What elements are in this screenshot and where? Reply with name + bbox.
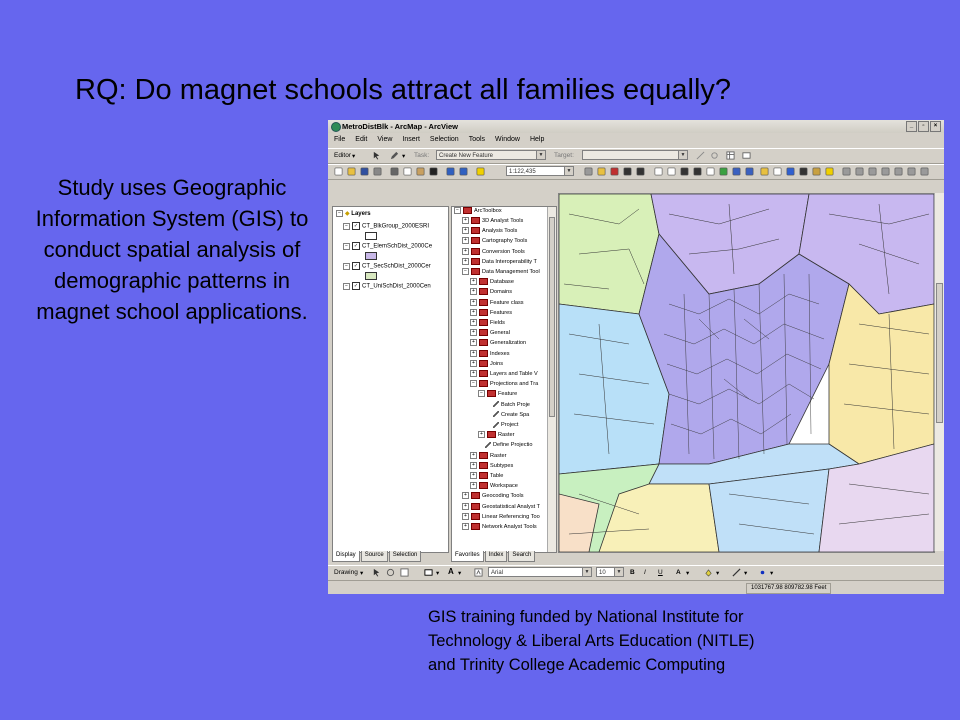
scroll-thumb[interactable] <box>936 283 943 423</box>
expand-icon[interactable]: + <box>462 258 469 265</box>
collapse-icon[interactable]: − <box>454 207 461 214</box>
expand-icon[interactable]: + <box>462 513 469 520</box>
target-label: Target: <box>554 152 574 159</box>
toolbox-item-label: Data Interoperability T <box>482 258 537 265</box>
toolbox-item-label: Projections and Tra <box>490 381 539 388</box>
print-icon[interactable] <box>373 167 382 176</box>
table-of-contents <box>332 206 449 553</box>
toc-layer[interactable] <box>343 282 431 290</box>
target-combo[interactable] <box>582 150 688 160</box>
toolbox-item-label: Joins <box>490 360 504 367</box>
toolbox-item-label: Geostatistical Analyst T <box>482 503 541 510</box>
toolbox-icon <box>479 288 488 295</box>
layer-name: CT_BlkGroup_2000ESRI <box>362 223 430 230</box>
expand-icon[interactable]: + <box>470 482 477 489</box>
hyperlink-icon[interactable] <box>825 167 834 176</box>
layer-checkbox[interactable]: ✓ <box>353 243 359 249</box>
toolbar-g-icon[interactable] <box>920 167 929 176</box>
toolbox-icon <box>479 482 488 489</box>
expand-icon[interactable]: + <box>470 319 477 326</box>
map-scale-value: 1:122,435 <box>509 169 536 175</box>
map-scale-combo[interactable] <box>506 166 574 176</box>
toolbox-item-label: Define Projectio <box>493 442 533 449</box>
layer-name: CT_UniSchDist_2000Cen <box>362 283 431 290</box>
expand-icon[interactable]: + <box>462 523 469 530</box>
toolbar-f-icon[interactable] <box>907 167 916 176</box>
toolbox-toolset-item[interactable] <box>470 472 503 481</box>
save-icon[interactable] <box>360 167 369 176</box>
font-value: Arial <box>491 570 504 576</box>
layers-icon: ◆ <box>345 211 350 218</box>
toolbox-item-label: Project <box>501 422 519 428</box>
toolbox-icon <box>471 492 480 499</box>
toolbox-toolset-item[interactable] <box>462 513 540 522</box>
toc-root-label: Layers <box>351 211 371 218</box>
delete-icon[interactable] <box>429 167 438 176</box>
chevron-down-icon[interactable]: ▾ <box>360 570 364 577</box>
measure-icon[interactable] <box>812 167 821 176</box>
expand-icon[interactable]: + <box>462 227 469 234</box>
font-color-icon[interactable]: A <box>676 569 681 576</box>
text-tool-icon[interactable]: A <box>448 567 454 576</box>
toolbox-icon <box>471 503 480 510</box>
attributes-icon[interactable] <box>726 151 735 160</box>
menu-tools[interactable]: Tools <box>468 136 486 143</box>
callout-icon[interactable] <box>474 568 483 577</box>
toolbox-item-label: Feature class <box>490 299 524 306</box>
close-icon[interactable]: × <box>930 121 941 132</box>
map-scrollbar[interactable] <box>934 193 944 551</box>
chevron-down-icon[interactable]: ▾ <box>744 570 748 577</box>
tab-source[interactable]: Source <box>361 551 388 562</box>
status-bar <box>328 580 944 594</box>
toolbar-c-icon[interactable] <box>868 167 877 176</box>
find-icon[interactable] <box>799 167 808 176</box>
arctoolbox-icon[interactable] <box>610 167 619 176</box>
editor-toolbar-icon[interactable] <box>584 167 593 176</box>
standard-toolbar <box>328 164 944 180</box>
status-coordinates: 1031767.98 809782.98 Feet <box>746 583 831 594</box>
toolbox-icon <box>479 462 488 469</box>
toolbar-a-icon[interactable] <box>842 167 851 176</box>
collapse-icon[interactable]: − <box>470 380 477 387</box>
marker-color-icon[interactable] <box>758 568 767 577</box>
expand-icon[interactable]: + <box>462 217 469 224</box>
restore-icon[interactable]: ▫ <box>918 121 929 132</box>
chevron-down-icon[interactable]: ▾ <box>458 570 462 577</box>
help-icon[interactable] <box>636 167 645 176</box>
sketch-properties-icon[interactable] <box>742 151 751 160</box>
layer-symbol-swatch[interactable] <box>365 272 377 280</box>
toolbox-toolset-item[interactable] <box>462 258 537 267</box>
map-display[interactable] <box>558 193 935 553</box>
expand-icon[interactable]: + <box>470 452 477 459</box>
toolbox-toolset-item[interactable] <box>470 309 512 318</box>
toolbox-tool-item[interactable] <box>486 401 530 410</box>
zoom-page-icon[interactable] <box>400 568 409 577</box>
toolbox-item-label: Analysis Tools <box>482 228 518 235</box>
toolbox-icon <box>471 217 480 224</box>
toolbox-item-label: Domains <box>490 289 513 296</box>
forward-extent-icon[interactable] <box>745 167 754 176</box>
italic-icon[interactable]: I <box>644 569 646 576</box>
toolbox-icon <box>487 390 496 397</box>
toolbox-toolset-item[interactable] <box>478 431 514 440</box>
toolbox-toolset-item[interactable] <box>470 329 510 338</box>
school-district-map <box>559 194 934 552</box>
undo-icon[interactable] <box>446 167 455 176</box>
toolbox-toolset-item[interactable] <box>470 319 505 328</box>
line-color-icon[interactable] <box>732 568 741 577</box>
toolbox-item-label: Layers and Table V <box>490 371 538 377</box>
tab-display[interactable]: Display <box>332 551 360 562</box>
toolbox-toolset-item[interactable] <box>462 523 537 532</box>
collapse-icon[interactable]: − <box>336 210 343 217</box>
menu-bar <box>328 134 944 147</box>
menu-selection[interactable]: Selection <box>429 136 459 143</box>
expand-icon[interactable]: + <box>470 462 477 469</box>
toolbox-toolset-item[interactable] <box>470 299 524 308</box>
toolbox-toolset-item[interactable] <box>462 227 517 236</box>
pan-icon[interactable] <box>706 167 715 176</box>
menu-file[interactable]: File <box>334 136 346 143</box>
toc-tabs <box>332 551 422 562</box>
layer-name: CT_ElemSchDist_2000Ce <box>362 243 433 250</box>
chevron-down-icon: ▼ <box>536 151 545 159</box>
expand-icon[interactable]: + <box>462 237 469 244</box>
chevron-down-icon[interactable]: ▾ <box>352 153 356 160</box>
expand-icon[interactable]: + <box>462 248 469 255</box>
toolbox-toolset-item[interactable] <box>470 370 538 379</box>
toolbox-icon <box>479 299 488 306</box>
expand-icon[interactable]: + <box>470 278 477 285</box>
collapse-icon[interactable]: − <box>343 243 350 250</box>
toolbox-toolset-item[interactable] <box>470 462 513 471</box>
layer-name: CT_SecSchDist_2000Cer <box>362 263 431 270</box>
toolbox-item-label: Features <box>490 309 513 316</box>
toolbox-toolset-item[interactable] <box>470 339 526 348</box>
toolbox-toolset-item[interactable] <box>462 217 523 226</box>
toolbox-tool-item[interactable] <box>486 421 518 430</box>
chevron-down-icon[interactable]: ▾ <box>402 153 406 160</box>
chevron-down-icon[interactable]: ▾ <box>436 570 440 577</box>
toolbox-toolset-item[interactable] <box>470 288 512 297</box>
zoom-in-icon[interactable] <box>654 167 663 176</box>
toolbox-icon <box>471 513 480 520</box>
toolbox-item-label: Table <box>490 473 504 479</box>
menu-edit[interactable]: Edit <box>355 136 368 143</box>
toolbox-item-label: Data Management Tool <box>482 269 540 275</box>
toolbox-icon <box>479 472 488 479</box>
expand-icon[interactable]: + <box>470 360 477 367</box>
layer-symbol-swatch[interactable] <box>365 252 377 260</box>
add-data-icon[interactable] <box>476 167 485 176</box>
expand-icon[interactable]: + <box>470 370 477 377</box>
toolbox-toolset-item[interactable] <box>470 350 510 359</box>
rotate-tool-icon[interactable] <box>710 151 719 160</box>
toolbox-icon <box>479 278 488 285</box>
collapse-icon[interactable]: − <box>478 390 485 397</box>
expand-icon[interactable]: + <box>470 288 477 295</box>
window-title: MetroDistBlk - ArcMap - ArcView <box>342 122 458 131</box>
drawing-menu[interactable]: Drawing <box>334 569 358 576</box>
expand-icon[interactable]: + <box>470 309 477 316</box>
toolbox-item-label: Linear Referencing Too <box>482 513 540 520</box>
toolbox-icon <box>479 380 488 387</box>
bold-icon[interactable]: B <box>630 569 635 576</box>
redo-icon[interactable] <box>459 167 468 176</box>
tab-search[interactable]: Search <box>508 551 535 562</box>
task-combo[interactable] <box>436 150 546 160</box>
chevron-down-icon[interactable]: ▾ <box>686 570 690 577</box>
toolbox-toolset-item[interactable] <box>470 380 538 389</box>
credit-line-1: GIS training funded by National Institute for <box>428 608 744 626</box>
toolbox-item-label: Network Analyst Tools <box>482 524 537 530</box>
toolbox-icon <box>471 248 480 255</box>
toc-root[interactable] <box>336 210 371 217</box>
toolbox-icon <box>479 452 488 459</box>
identify-icon[interactable] <box>786 167 795 176</box>
expand-icon[interactable]: + <box>462 503 469 510</box>
scroll-thumb[interactable] <box>549 217 555 417</box>
toolbox-icon <box>471 258 480 265</box>
toolbox-item-label: Fields <box>490 320 505 326</box>
arccatalog-icon[interactable] <box>597 167 606 176</box>
arcmap-globe-icon <box>331 122 341 132</box>
menu-view[interactable]: View <box>377 136 393 143</box>
toolbox-icon <box>479 360 488 367</box>
underline-icon[interactable]: U <box>658 569 663 576</box>
toolbox-item-label: Geocoding Tools <box>482 493 524 500</box>
toolbar-e-icon[interactable] <box>894 167 903 176</box>
toolbox-icon <box>479 350 488 357</box>
toolbox-toolset-item[interactable] <box>462 492 524 501</box>
edit-arrow-icon[interactable] <box>372 151 381 160</box>
toolbox-item-label: General <box>490 330 510 337</box>
minimize-icon[interactable]: _ <box>906 121 917 132</box>
toolbox-toolset-item[interactable] <box>470 278 514 287</box>
toolbox-toolset-item[interactable] <box>462 268 540 277</box>
study-description: Study uses Geographic Information System (GIS) to conduct spatial analysis of demographic patterns in magnet school applications. <box>35 175 309 324</box>
toolbox-tool-item[interactable] <box>478 441 533 450</box>
toolbox-item-label: Raster <box>498 432 515 439</box>
collapse-icon[interactable]: − <box>462 268 469 275</box>
toolbox-item-label: Indexes <box>490 350 510 357</box>
menu-insert[interactable]: Insert <box>402 136 420 143</box>
toolbox-item-label: Conversion Tools <box>482 248 525 255</box>
chevron-down-icon: ▼ <box>582 568 591 576</box>
credit-line-2: Technology & Liberal Arts Education (NITLE) <box>428 632 755 650</box>
editor-menu[interactable]: Editor <box>334 152 351 159</box>
fixed-zoom-in-icon[interactable] <box>680 167 689 176</box>
copy-icon[interactable] <box>403 167 412 176</box>
expand-icon[interactable]: + <box>470 472 477 479</box>
toc-layer[interactable] <box>343 242 432 250</box>
toolbox-toolset-item[interactable] <box>470 482 518 491</box>
chevron-down-icon: ▼ <box>678 151 687 159</box>
toolbox-item-label: Feature <box>498 391 518 398</box>
toolbox-toolset-item[interactable] <box>470 452 506 461</box>
window-titlebar[interactable] <box>328 120 944 133</box>
toolbox-item-label: Generalization <box>490 340 527 347</box>
menu-window[interactable]: Window <box>495 136 520 143</box>
editor-toolbar <box>328 148 944 164</box>
drawing-toolbar <box>328 565 944 580</box>
toolbox-item-label: 3D Analyst Tools <box>482 218 524 224</box>
cut-icon[interactable] <box>390 167 399 176</box>
open-folder-icon[interactable] <box>347 167 356 176</box>
tab-index[interactable]: Index <box>485 551 508 562</box>
toolbox-icon <box>479 309 488 316</box>
menu-help[interactable]: Help <box>529 136 545 143</box>
toolbox-icon <box>479 319 488 326</box>
expand-icon[interactable]: + <box>470 329 477 336</box>
rectangle-icon[interactable] <box>424 568 433 577</box>
chevron-down-icon: ▼ <box>614 568 623 576</box>
chevron-down-icon[interactable]: ▾ <box>716 570 720 577</box>
toolbox-icon <box>479 329 488 336</box>
hammer-tool-icon <box>493 401 499 407</box>
toolbox-icon <box>479 370 488 377</box>
toolbar-b-icon[interactable] <box>855 167 864 176</box>
select-elements-icon[interactable] <box>372 568 381 577</box>
arctoolbox-root[interactable] <box>454 207 502 216</box>
toolbox-item-label: Create Spa <box>501 411 530 418</box>
expand-icon[interactable]: + <box>470 350 477 357</box>
toolbox-icon <box>471 237 480 244</box>
funding-credit <box>428 605 928 677</box>
select-features-icon[interactable] <box>760 167 769 176</box>
toolbox-tool-item[interactable] <box>486 411 529 420</box>
chevron-down-icon[interactable]: ▾ <box>770 570 774 577</box>
pencil-sketch-icon[interactable] <box>390 151 399 160</box>
toolbox-toolset-item[interactable] <box>462 248 525 257</box>
chevron-down-icon: ▼ <box>564 167 573 175</box>
toolbox-item-label: Subtypes <box>490 462 514 469</box>
font-combo[interactable] <box>488 567 592 577</box>
paste-icon[interactable] <box>416 167 425 176</box>
command-line-icon[interactable] <box>623 167 632 176</box>
toolbox-icon <box>479 339 488 346</box>
font-size-combo[interactable] <box>596 567 624 577</box>
toolbox-toolset-item[interactable] <box>462 237 527 246</box>
full-extent-icon[interactable] <box>719 167 728 176</box>
toolbox-scrollbar[interactable] <box>547 207 556 552</box>
toc-layer[interactable] <box>343 262 431 270</box>
hammer-tool-icon <box>493 411 499 417</box>
toolbox-toolset-item[interactable] <box>470 360 503 369</box>
toolbox-item-label: Workspace <box>490 483 518 490</box>
toc-layer[interactable] <box>343 222 429 230</box>
slide-title: RQ: Do magnet schools attract all families equally? <box>75 74 732 106</box>
expand-icon[interactable]: + <box>470 299 477 306</box>
new-document-icon[interactable] <box>334 167 343 176</box>
collapse-icon[interactable]: − <box>343 223 350 230</box>
collapse-icon[interactable]: − <box>343 283 350 290</box>
toolbox-item-label: Batch Proje <box>501 401 530 408</box>
expand-icon[interactable]: + <box>462 492 469 499</box>
collapse-icon[interactable]: − <box>343 263 350 270</box>
back-extent-icon[interactable] <box>732 167 741 176</box>
fixed-zoom-out-icon[interactable] <box>693 167 702 176</box>
tab-selection[interactable]: Selection <box>389 551 422 562</box>
arctoolbox-root-label: ArcToolbox <box>474 208 502 214</box>
rotate-icon[interactable] <box>386 568 395 577</box>
task-value: Create New Feature <box>439 153 494 159</box>
toolbar-d-icon[interactable] <box>881 167 890 176</box>
arctoolbox-panel <box>451 206 557 553</box>
toolbox-item-label: Database <box>490 279 514 286</box>
toolbox-icon <box>487 431 496 438</box>
toolbox-tabs <box>451 551 536 562</box>
hammer-tool-icon <box>493 422 499 428</box>
credit-line-3: and Trinity College Academic Computing <box>428 656 726 674</box>
layer-checkbox[interactable]: ✓ <box>353 283 359 289</box>
toolbox-item-label: Cartography Tools <box>482 238 528 245</box>
expand-icon[interactable]: + <box>478 431 485 438</box>
task-label: Task: <box>414 152 430 159</box>
toolbox-icon <box>471 268 480 275</box>
layer-checkbox[interactable]: ✓ <box>353 223 359 229</box>
arcmap-window <box>328 120 944 594</box>
layer-symbol-swatch[interactable] <box>365 232 377 240</box>
split-tool-icon[interactable] <box>696 151 705 160</box>
zoom-out-icon[interactable] <box>667 167 676 176</box>
toolbox-item-label: Raster <box>490 452 507 459</box>
toolbox-toolset-item[interactable] <box>462 503 540 512</box>
toolbox-toolset-item[interactable] <box>478 390 517 399</box>
font-size-value: 10 <box>599 570 606 576</box>
layer-checkbox[interactable]: ✓ <box>353 263 359 269</box>
expand-icon[interactable]: + <box>470 339 477 346</box>
hammer-tool-icon <box>485 442 491 448</box>
select-elements-icon[interactable] <box>773 167 782 176</box>
toolbox-icon <box>463 207 472 214</box>
fill-color-icon[interactable] <box>704 568 713 577</box>
toolbox-icon <box>471 523 480 530</box>
tab-favorites[interactable]: Favorites <box>451 551 484 562</box>
toolbox-icon <box>471 227 480 234</box>
